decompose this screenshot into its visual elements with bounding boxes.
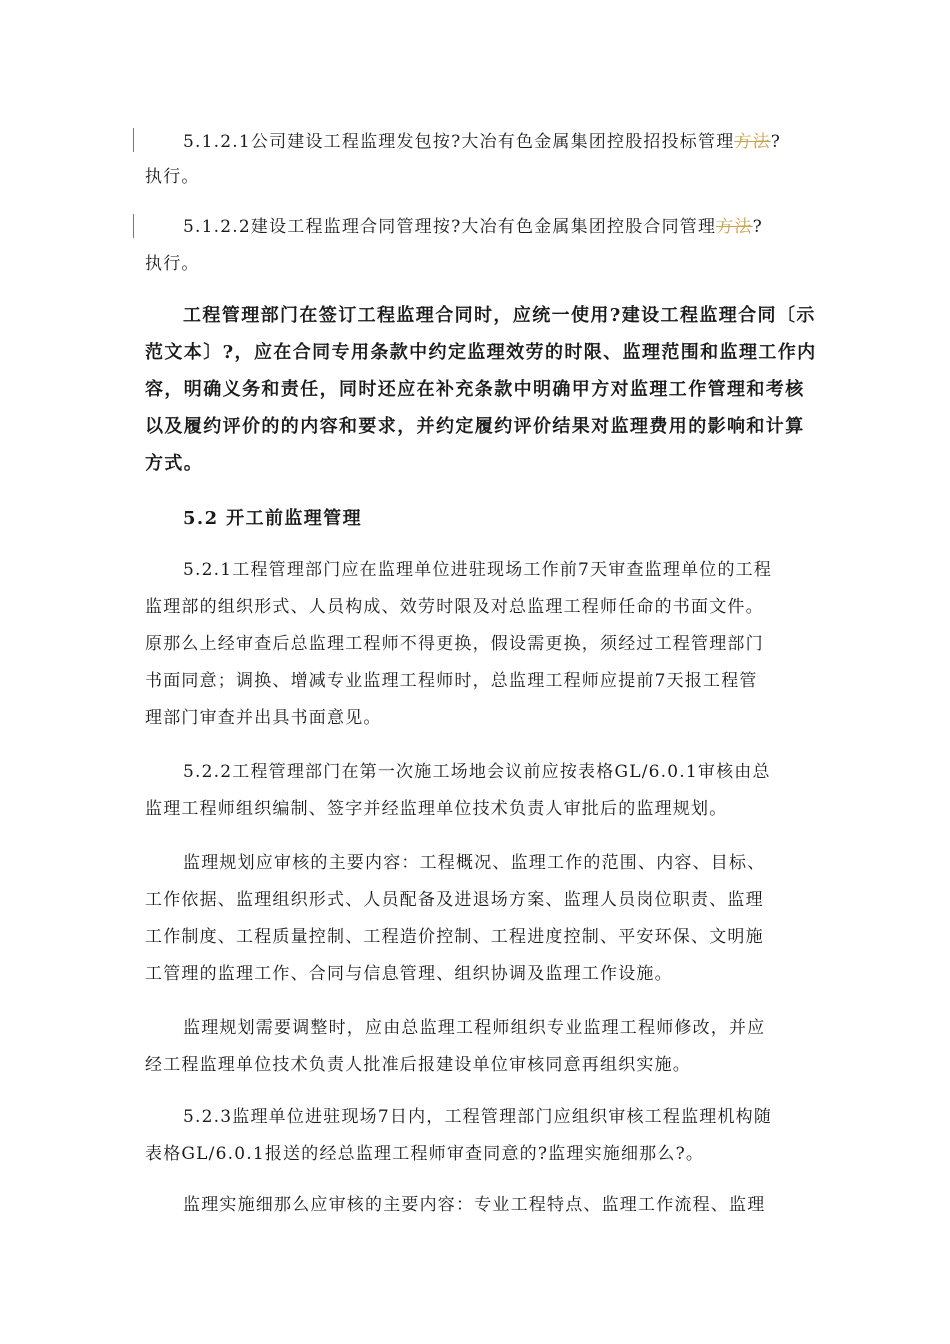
bold-paragraph-line: 工程管理部门在签订工程监理合同时，应统一使用?建设工程监理合同〔示 bbox=[183, 305, 816, 326]
bold-paragraph-line: 方式。 bbox=[145, 453, 204, 474]
paragraph-line: 工作制度、工程质量控制、工程造价控制、工程进度控制、平安环保、文明施 bbox=[145, 927, 764, 947]
bold-paragraph-line: 以及履约评价的的内容和要求，并约定履约评价结果对监理费用的影响和计算 bbox=[145, 416, 805, 437]
clause-continuation: 执行。 bbox=[145, 167, 200, 187]
revision-bar bbox=[133, 128, 134, 152]
paragraph-line: 监理实施细那么应审核的主要内容：专业工程特点、监理工作流程、监理 bbox=[183, 1195, 766, 1215]
deleted-text: 方法 bbox=[716, 217, 753, 237]
section-heading: 5.2 开工前监理管理 bbox=[183, 508, 362, 529]
revision-bar bbox=[133, 214, 134, 238]
paragraph-line: 监理部的组织形式、人员构成、效劳时限及对总监理工程师任命的书面文件。 bbox=[145, 597, 764, 617]
clause-text: 5.1.2.2建设工程监理合同管理按?大冶有色金属集团控股合同管理 bbox=[183, 217, 717, 237]
clause-text: 5.1.2.1公司建设工程监理发包按?大冶有色金属集团控股招投标管理 bbox=[183, 132, 735, 152]
paragraph-line: 监理规划需要调整时，应由总监理工程师组织专业监理工程师修改，并应 bbox=[183, 1018, 766, 1038]
paragraph-line: 原那么上经审查后总监理工程师不得更换，假设需更换，须经过工程管理部门 bbox=[145, 634, 764, 654]
paragraph-line: 监理工程师组织编制、签字并经监理单位技术负责人审批后的监理规划。 bbox=[145, 799, 728, 819]
paragraph-line: 书面同意；调换、增减专业监理工程师时，总监理工程师应提前7天报工程管 bbox=[145, 671, 758, 691]
paragraph-line: 5.2.3监理单位进驻现场7日内，工程管理部门应组织审核工程监理机构随 bbox=[183, 1107, 773, 1127]
clause-text-end: ? bbox=[770, 132, 782, 152]
deleted-text: 方法 bbox=[734, 132, 771, 152]
bold-paragraph-line: 容，明确义务和责任，同时还应在补充条款中明确甲方对监理工作管理和考核 bbox=[145, 379, 805, 400]
clause-text-end: ? bbox=[752, 217, 763, 237]
clause-5-1-2-2 bbox=[183, 216, 810, 238]
paragraph-line: 工管理的监理工作、合同与信息管理、组织协调及监理工作设施。 bbox=[145, 964, 673, 984]
clause-5-1-2-1 bbox=[183, 131, 810, 153]
clause-continuation: 执行。 bbox=[145, 254, 200, 274]
paragraph-line: 理部门审查并出具书面意见。 bbox=[145, 708, 382, 728]
paragraph-line: 监理规划应审核的主要内容：工程概况、监理工作的范围、内容、目标、 bbox=[183, 853, 766, 873]
bold-paragraph-line: 范文本〕?，应在合同专用条款中约定监理效劳的时限、监理范围和监理工作内 bbox=[145, 342, 817, 363]
paragraph-line: 5.2.2工程管理部门在第一次施工场地会议前应按表格GL/6.0.1审核由总 bbox=[183, 762, 771, 782]
paragraph-line: 经工程监理单位技术负责人批准后报建设单位审核同意再组织实施。 bbox=[145, 1055, 691, 1075]
paragraph-line: 表格GL/6.0.1报送的经总监理工程师审查同意的?监理实施细那么?。 bbox=[145, 1144, 705, 1164]
paragraph-line: 5.2.1工程管理部门应在监理单位进驻现场工作前7天审查监理单位的工程 bbox=[183, 560, 773, 580]
paragraph-line: 工作依据、监理组织形式、人员配备及进退场方案、监理人员岗位职责、监理 bbox=[145, 890, 764, 910]
